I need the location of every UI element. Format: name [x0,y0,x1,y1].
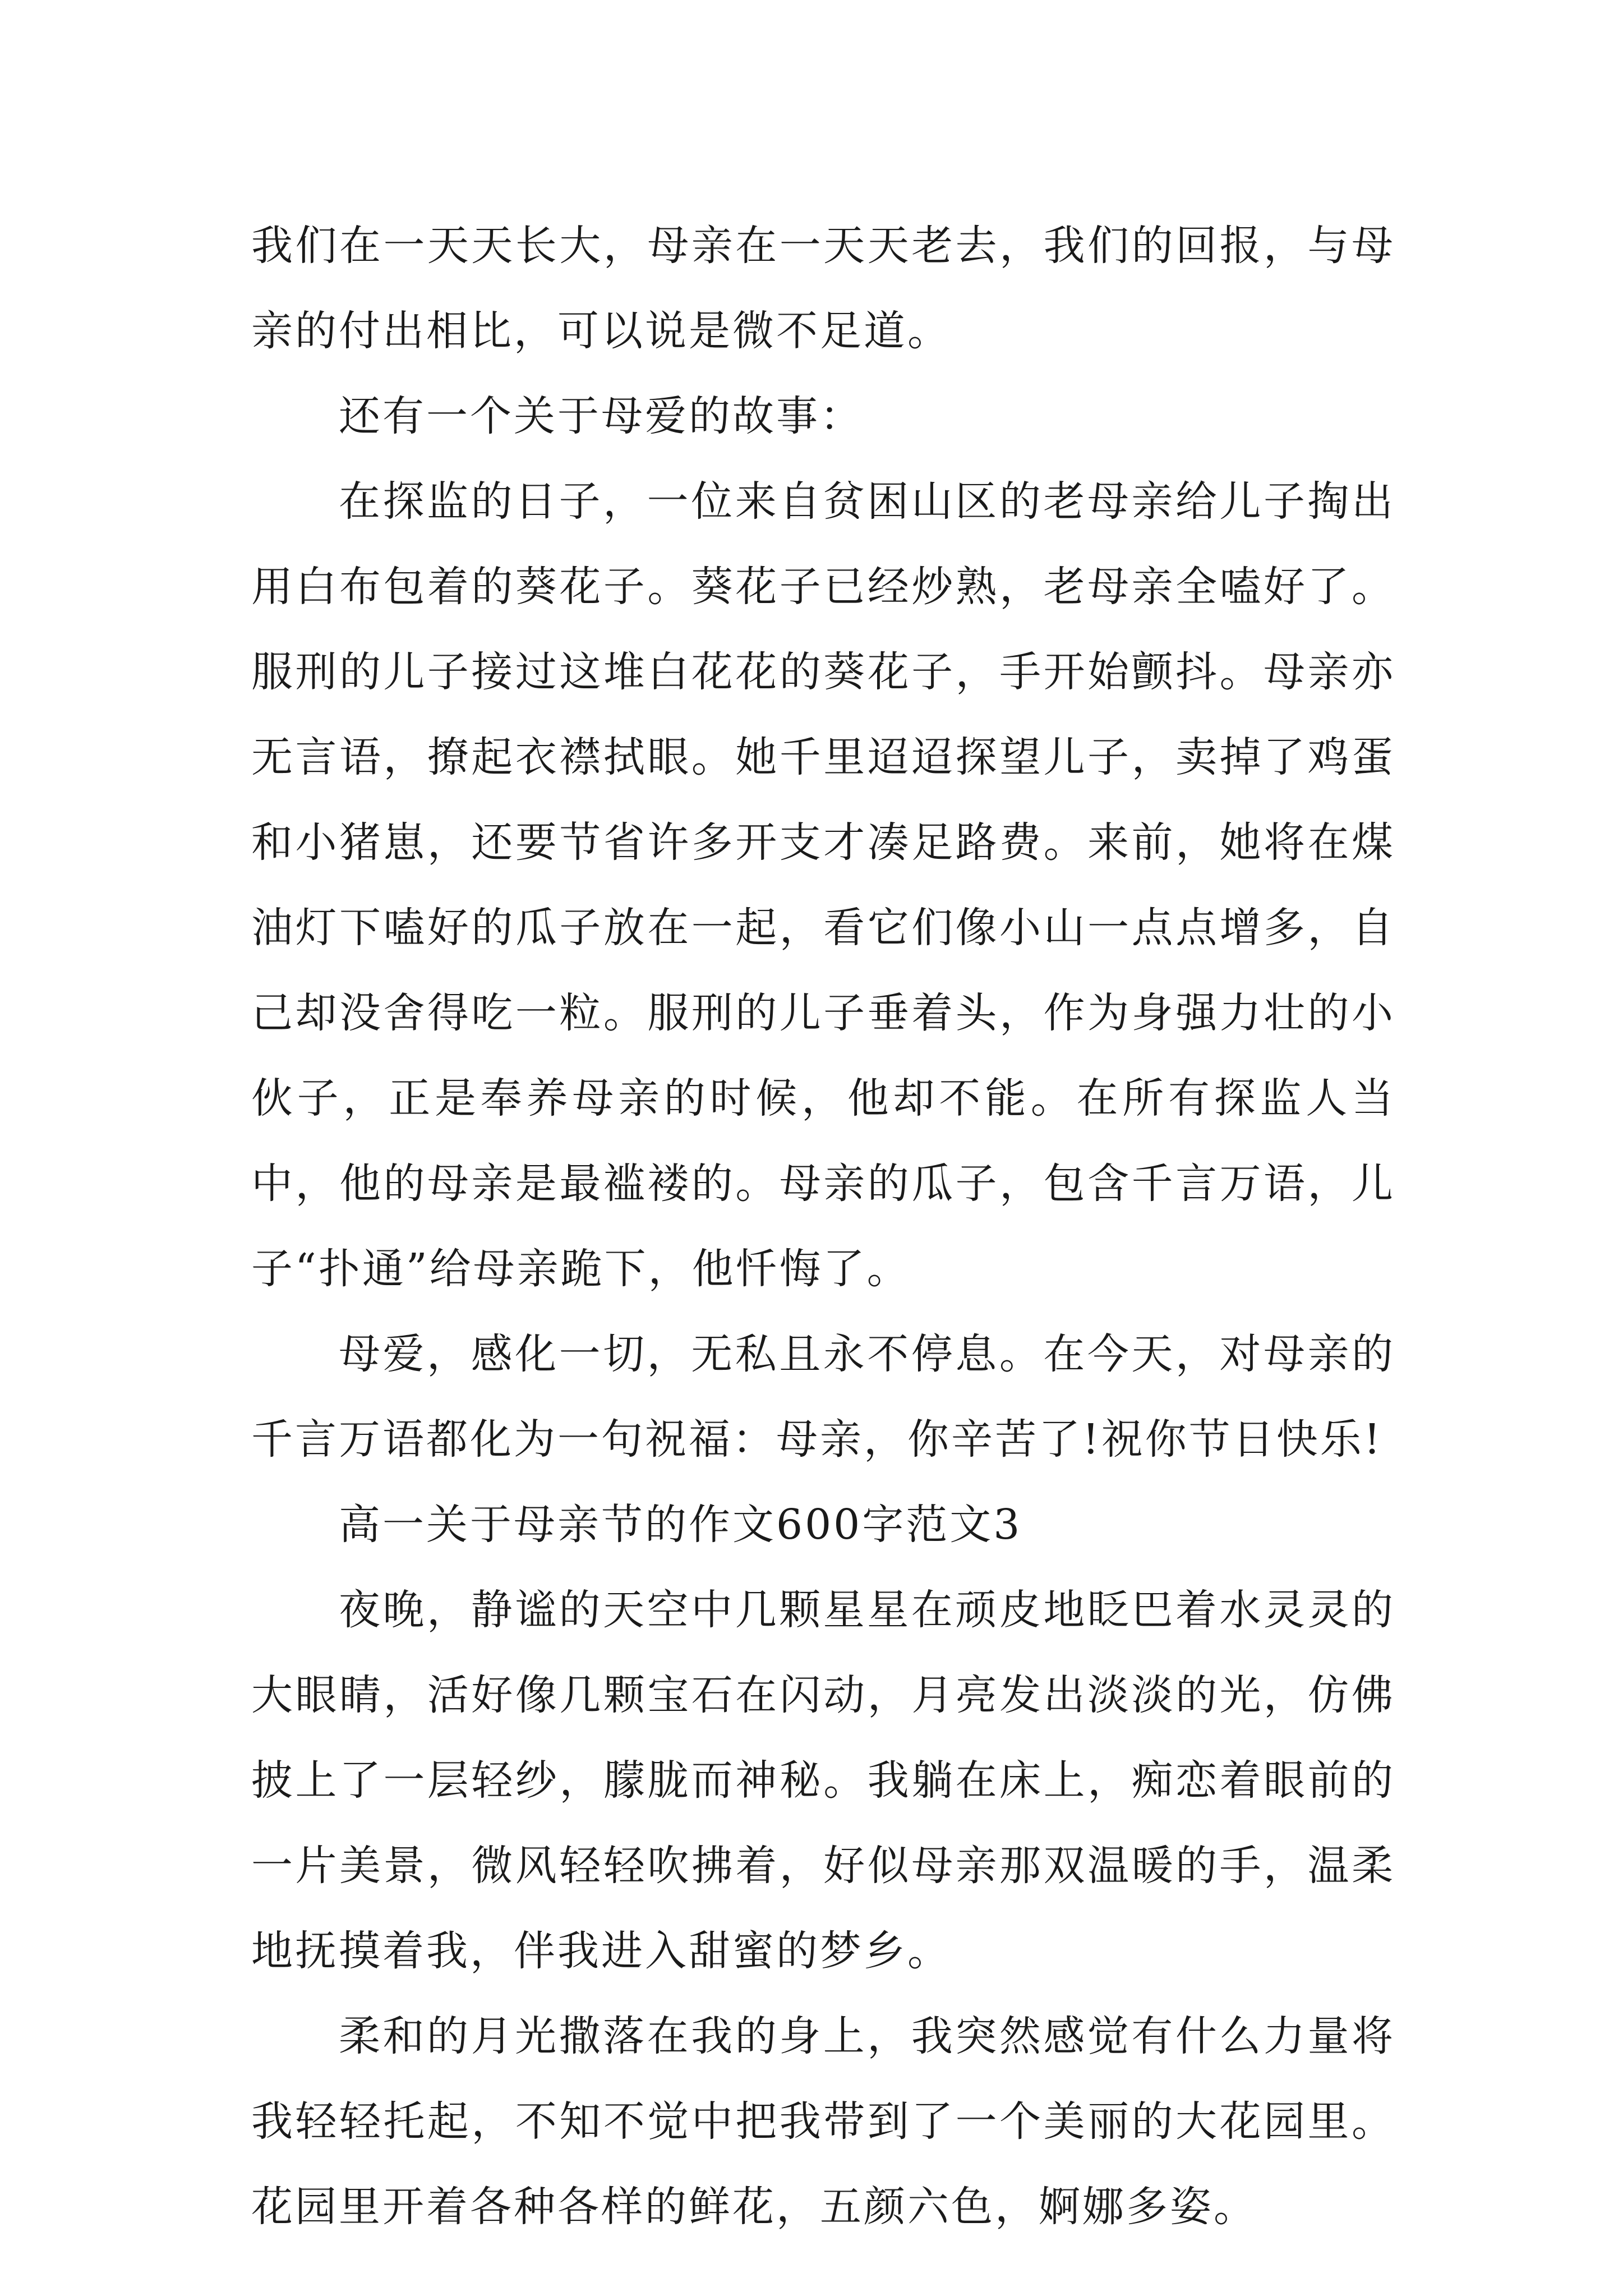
paragraph-story-intro: 还有一个关于母爱的故事： [339,392,864,440]
paragraph-continuation: 我们在一天天长大，母亲在一天天老去，我们的回报，与母亲的付出相比，可以说是微不足道。 [251,222,1395,355]
essay-heading: 高一关于母亲节的作文600字范文3 [339,1501,1022,1549]
paragraph-prison-visit-story: 在探监的日子，一位来自贫困山区的老母亲给儿子掏出用白布包着的葵花子。葵花子已经炒熟，老母亲全嗑好了。服刑的儿子接过这堆白花花的葵花子，手开始颤抖。母亲亦无言语，撩起衣襟拭眼。她千里迢迢探望儿子，卖掉了鸡蛋和小猪崽，还要节省许多开支才凑足路费。来前，她将在煤油灯下嗑好的瓜子放在一起，看它们像小山一点点增多，自己却没舍得吃一粒。服刑的儿子垂着头，作为身强力壮的小伙子，正是奉养母亲的时候，他却不能。在所有探监人当中，他的母亲是最褴褛的。母亲的瓜子，包含千言万语，儿子“扑通”给母亲跪下，他忏悔了。 [251,477,1395,1293]
paragraph-night-scene: 夜晚，静谧的天空中几颗星星在顽皮地眨巴着水灵灵的大眼睛，活好像几颗宝石在闪动，月亮发出淡淡的光，仿佛披上了一层轻纱，朦胧而神秘。我躺在床上，痴恋着眼前的一片美景，微风轻轻吹拂着，好似母亲那双温暖的手，温柔地抚摸着我，伴我进入甜蜜的梦乡。 [251,1586,1395,1975]
paragraph-blessing: 母爱，感化一切，无私且永不停息。在今天，对母亲的千言万语都化为一句祝福：母亲，你辛苦了!祝你节日快乐! [251,1330,1395,1464]
paragraph-garden-dream: 柔和的月光撒落在我的身上，我突然感觉有什么力量将我轻轻托起，不知不觉中把我带到了一个美丽的大花园里。花园里开着各种各样的鲜花，五颜六色，婀娜多姿。 [251,2012,1395,2231]
document-body [251,203,1395,2249]
